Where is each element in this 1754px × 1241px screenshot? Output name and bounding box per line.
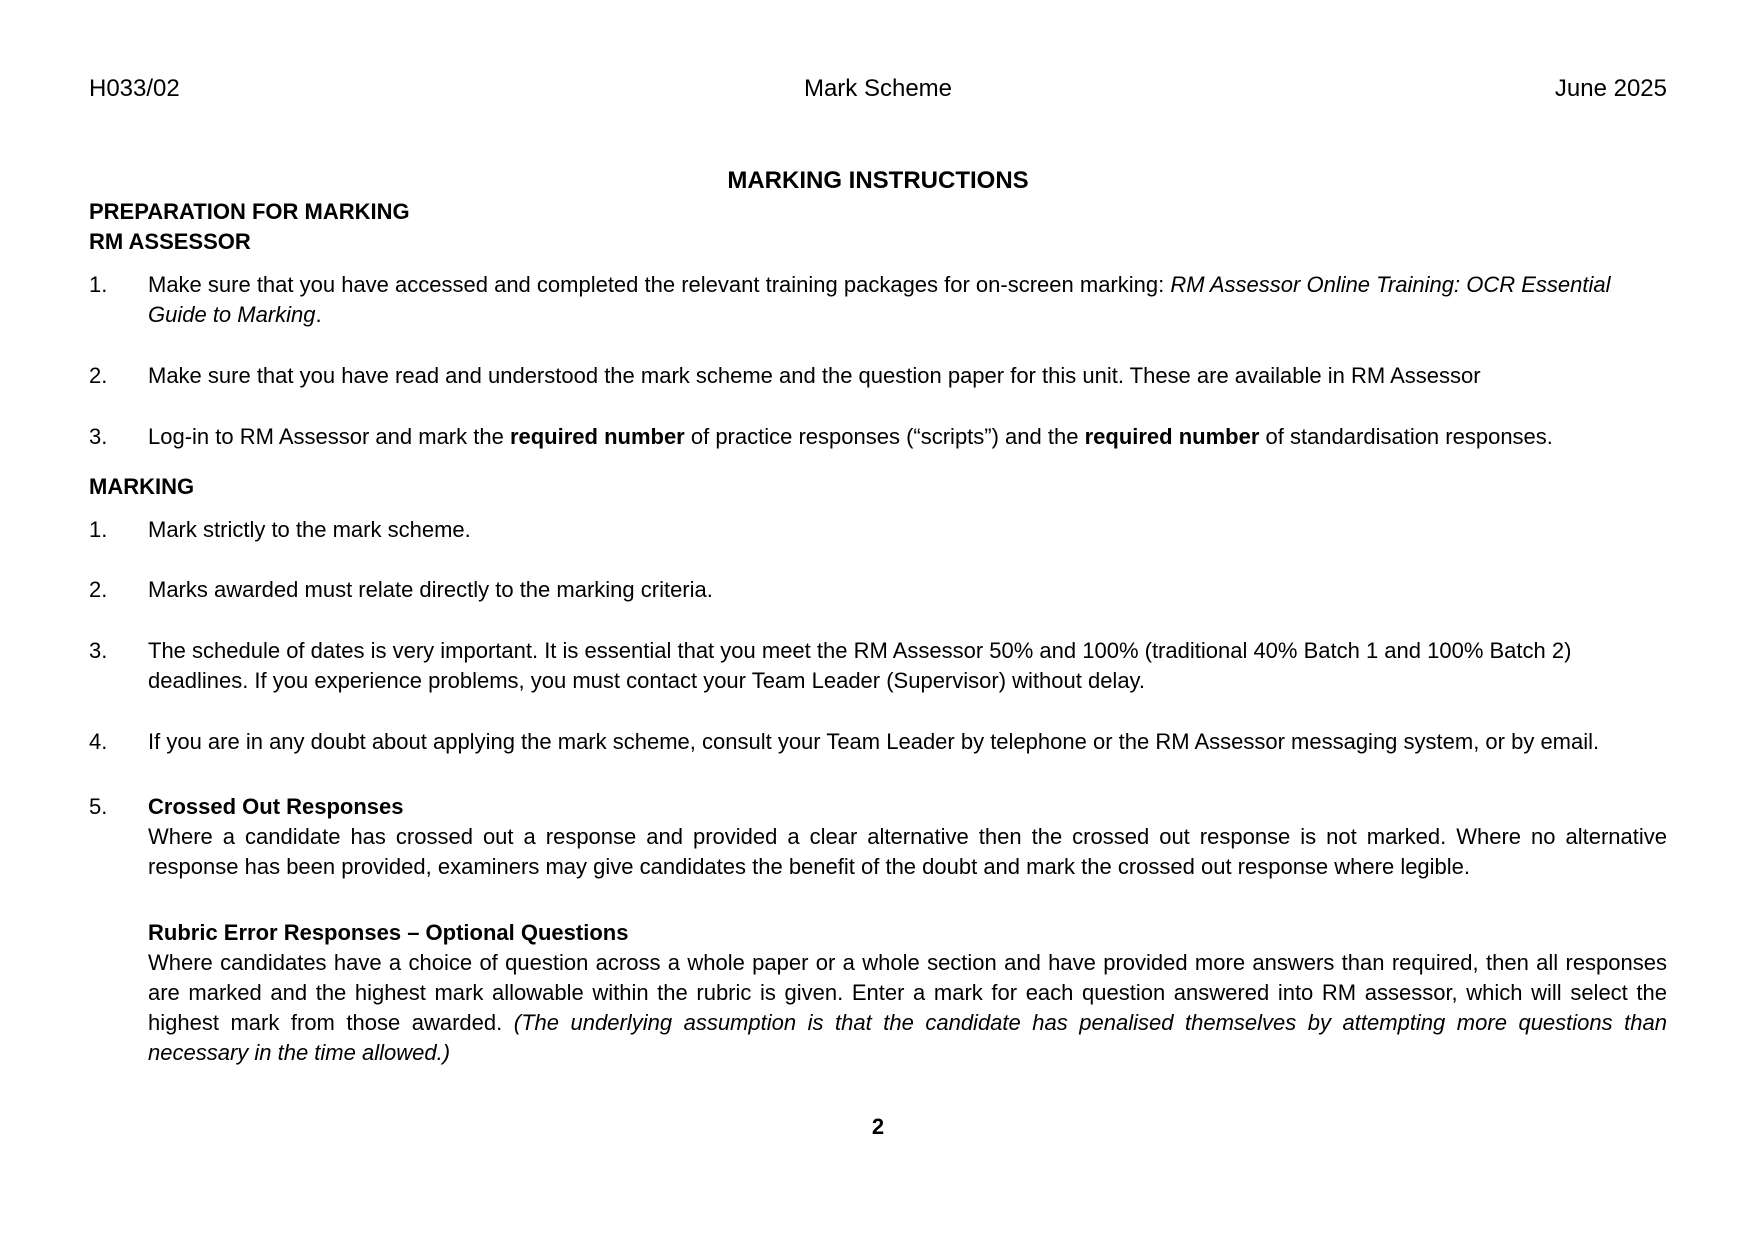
rubric-error-note: (The underlying assumption is that the candidate has penalised themselves by attempting more questions than necessary in the time allowed.) [148, 1010, 1667, 1065]
item-text: Mark strictly to the mark scheme. [148, 517, 471, 542]
item-text: Marks awarded must relate directly to the marking criteria. [148, 577, 713, 602]
item-text-plain: Make sure that you have accessed and completed the relevant training packages for on-screen marking: [148, 272, 1171, 297]
preparation-heading: PREPARATION FOR MARKING [89, 199, 410, 224]
item-number: 2. [89, 363, 108, 388]
exam-session: June 2025 [1554, 75, 1667, 102]
page-title: MARKING INSTRUCTIONS [727, 167, 1029, 194]
rm-assessor-subheading: RM ASSESSOR [89, 229, 251, 254]
item-number: 3. [89, 638, 108, 663]
item-text-part: of standardisation responses. [1259, 424, 1553, 449]
item-text-end: . [315, 302, 322, 327]
item-number: 1. [89, 517, 108, 542]
item-text-bold: required number [1084, 424, 1260, 449]
marking-item-3 [89, 636, 1667, 696]
item-text-bold: required number [509, 424, 685, 449]
page-number: 2 [871, 1114, 885, 1139]
item-text: The schedule of dates is very important. It is essential that you meet the RM Assessor 50% and 100% (traditional 40% Batch 1 and 100% Batch 2) deadlines. If you experience problems, you must contact your Team Leader (Supervisor) without delay. [148, 638, 1572, 693]
training-guide-title: RM Assessor Online Training: OCR Essential Guide to Marking [148, 272, 1611, 327]
marking-item-4 [89, 727, 1667, 757]
rubric-error-text [148, 948, 1667, 1068]
marking-item-1 [89, 515, 1667, 545]
item-text-part: of practice responses (“scripts”) and the [684, 424, 1085, 449]
marking-item-2 [89, 575, 1667, 605]
item-number: 1. [89, 272, 108, 297]
item-number: 3. [89, 424, 108, 449]
document-page [89, 0, 1667, 1241]
rubric-error-heading: Rubric Error Responses – Optional Questions [148, 920, 629, 945]
crossed-out-text: Where a candidate has crossed out a response and provided a clear alternative then the crossed out response is not marked. Where no alternative response has been provided, examiners may give candidates the benefit of the doubt and mark the crossed out response where legible. [148, 824, 1667, 879]
item-number: 5. [89, 794, 108, 819]
item-text [148, 422, 1667, 452]
item-text [148, 270, 1667, 330]
item-text: If you are in any doubt about applying the mark scheme, consult your Team Leader by telephone or the RM Assessor messaging system, or by email. [148, 729, 1600, 754]
crossed-out-heading: Crossed Out Responses [148, 794, 404, 819]
preparation-item-3 [89, 422, 1667, 452]
marking-heading: MARKING [89, 474, 195, 499]
marking-item-5 [89, 792, 1667, 1068]
rubric-error-plain: Where candidates have a choice of question across a whole paper or a whole section and have provided more answers than required, then all responses are marked and the highest mark allowable within the rubric is given. Enter a mark for each question answered into RM assessor, which will select the highest mark from those awarded. [148, 950, 1667, 1035]
item-number: 2. [89, 577, 108, 602]
item-number: 4. [89, 729, 108, 754]
item-text: Make sure that you have read and understood the mark scheme and the question paper for this unit. These are available in RM Assessor [148, 363, 1481, 388]
preparation-item-2 [89, 361, 1667, 391]
item-body [148, 792, 1667, 1068]
running-header [89, 74, 1667, 104]
document-type: Mark Scheme [803, 75, 953, 102]
paper-code: H033/02 [89, 75, 180, 102]
item-text-part: Log-in to RM Assessor and mark the [148, 424, 510, 449]
preparation-item-1 [89, 270, 1667, 330]
